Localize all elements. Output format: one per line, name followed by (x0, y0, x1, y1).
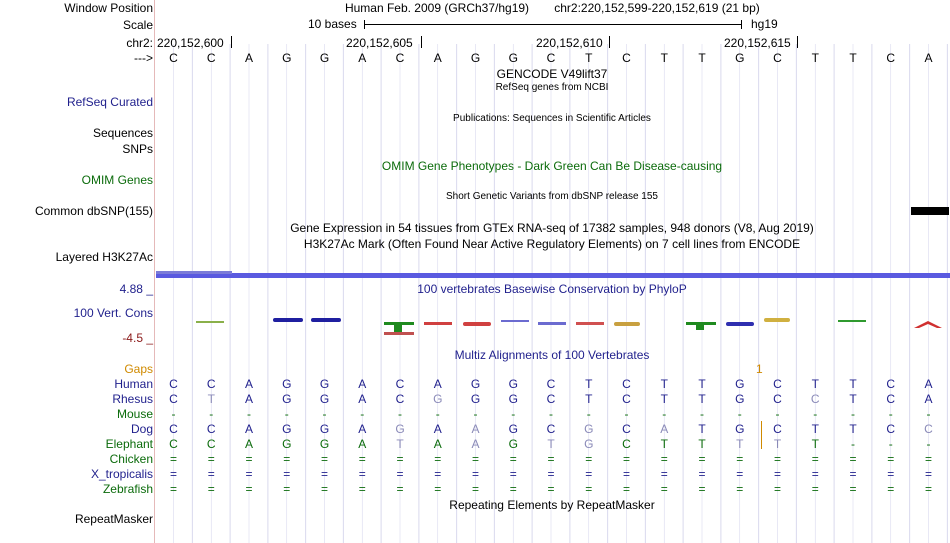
label-omim-genes[interactable]: OMIM Genes (81, 173, 153, 187)
alignment-base: = (207, 452, 215, 466)
alignment-base: - (926, 437, 931, 451)
label-cons-min: -4.5 _ (122, 331, 153, 345)
alignment-base: = (622, 467, 631, 481)
alignment-base: = (207, 482, 215, 496)
label-gaps[interactable]: Gaps (124, 362, 153, 376)
label-sequences[interactable]: Sequences (92, 126, 153, 140)
alignment-base: C (169, 422, 178, 436)
alignment-base: = (320, 467, 329, 481)
label-layered-h3k27ac[interactable]: Layered H3K27Ac (55, 250, 153, 264)
alignment-base: C (886, 422, 896, 436)
alignment-base: = (887, 467, 895, 481)
scale-text: 10 bases (308, 17, 357, 31)
alignment-base: T (849, 392, 857, 406)
alignment-base: A (471, 437, 480, 451)
alignment-base: = (396, 467, 404, 481)
alignment-base: A (358, 392, 367, 406)
alignment-base: - (209, 407, 214, 421)
alignment-base: = (849, 452, 857, 466)
alignment-base: A (244, 377, 254, 391)
alignment-base: T (849, 422, 857, 436)
alignment-base: G (395, 422, 405, 436)
alignment-base: = (283, 482, 291, 496)
position-label: 220,152,615 (724, 36, 791, 50)
alignment-base: = (358, 467, 366, 481)
alignment-base: A (358, 377, 367, 391)
alignment-base: - (171, 407, 176, 421)
alignment-base: G (508, 392, 518, 406)
alignment-base: = (811, 467, 819, 481)
alignment-base: T (396, 437, 404, 451)
alignment-base: A (433, 422, 442, 436)
alignment-base: = (509, 467, 517, 481)
alignment-base: = (396, 482, 404, 496)
reference-base: G (319, 51, 330, 65)
scale-db: hg19 (751, 17, 778, 31)
species-label[interactable]: Dog (130, 422, 153, 436)
alignment-base: C (886, 392, 896, 406)
alignment-base: - (888, 437, 893, 451)
alignment-base: = (358, 482, 366, 496)
label-repeatmasker[interactable]: RepeatMasker (74, 512, 153, 526)
elephant-insertion-marker (761, 421, 762, 449)
label-chrom: chr2: (126, 36, 153, 50)
alignment-base: T (698, 422, 706, 436)
species-label[interactable]: Rhesus (112, 392, 153, 406)
position-tick (231, 36, 232, 48)
alignment-base: = (245, 452, 253, 466)
alignment-base: = (887, 482, 895, 496)
alignment-base: G (508, 437, 518, 451)
phylop-mark (384, 322, 414, 325)
alignment-base: = (811, 452, 819, 466)
alignment-base: T (773, 437, 782, 451)
alignment-base: = (434, 467, 442, 481)
alignment-base: T (736, 437, 744, 451)
alignment-base: = (471, 452, 480, 466)
alignment-base: A (244, 437, 254, 451)
phylop-mark (501, 320, 529, 322)
alignment-base: = (773, 452, 782, 466)
reference-base: C (169, 51, 178, 65)
alignment-base: G (735, 377, 745, 391)
alignment-base: = (811, 482, 819, 496)
alignment-base: - (398, 407, 402, 421)
phylop-mark (614, 322, 640, 326)
alignment-base: A (358, 437, 367, 451)
reference-base: T (849, 51, 857, 65)
alignment-base: = (434, 482, 442, 496)
phylop-mark (424, 322, 452, 325)
alignment-base: A (433, 437, 442, 451)
alignment-base: - (813, 407, 818, 421)
alignment-base: = (736, 467, 744, 481)
label-refseq-curated[interactable]: RefSeq Curated (66, 95, 153, 109)
alignment-base: G (584, 422, 594, 436)
alignment-base: - (284, 407, 289, 421)
alignment-base: - (473, 407, 478, 421)
species-label[interactable]: Human (114, 377, 153, 391)
phylop-mark (538, 322, 566, 325)
alignment-base: C (395, 392, 405, 406)
position-label: 220,152,610 (536, 36, 603, 50)
reference-base: G (735, 51, 745, 65)
alignment-base: - (851, 407, 855, 421)
track-title-repeatmasker[interactable]: Repeating Elements by RepeatMasker (449, 498, 655, 512)
alignment-base: - (851, 437, 855, 451)
phylop-mark (384, 332, 414, 335)
reference-base: G (282, 51, 292, 65)
alignment-base: = (924, 467, 933, 481)
alignment-base: G (319, 422, 330, 436)
reference-base: C (206, 51, 216, 65)
alignment-base: C (622, 377, 631, 391)
species-label[interactable]: Elephant (105, 437, 153, 451)
reference-base: C (773, 51, 782, 65)
alignment-base: T (585, 377, 593, 391)
alignment-base: = (585, 467, 593, 481)
reference-base: A (358, 51, 367, 65)
phylop-mark (311, 318, 341, 322)
alignment-base: = (547, 482, 555, 496)
label-scale: Scale (122, 18, 153, 32)
alignment-base: = (471, 467, 480, 481)
reference-base: T (698, 51, 706, 65)
alignment-base: - (511, 407, 516, 421)
reference-base: A (244, 51, 254, 65)
alignment-base: = (849, 482, 857, 496)
alignment-base: C (886, 377, 896, 391)
alignment-base: T (698, 377, 706, 391)
alignment-base: - (926, 407, 931, 421)
alignment-base: = (660, 482, 668, 496)
phylop-mark (764, 318, 790, 322)
alignment-base: G (319, 437, 330, 451)
alignment-base: = (773, 482, 782, 496)
alignment-base: = (320, 482, 329, 496)
alignment-base: G (319, 392, 330, 406)
track-title-refseq[interactable]: RefSeq genes from NCBI (495, 82, 609, 93)
alignment-base: = (245, 482, 253, 496)
position-label: 220,152,605 (346, 36, 413, 50)
alignment-base: - (586, 407, 591, 421)
alignment-base: = (585, 452, 593, 466)
track-title-h3k27ac[interactable]: H3K27Ac Mark (Often Found Near Active Regulatory Elements) on 7 cell lines from ENCODE (303, 237, 801, 251)
alignment-base: G (508, 422, 518, 436)
alignment-base: = (358, 452, 366, 466)
alignment-base: C (395, 377, 405, 391)
phylop-logo (156, 312, 950, 336)
alignment-base: = (736, 452, 744, 466)
alignment-base: = (660, 467, 668, 481)
reference-base: T (585, 51, 593, 65)
reference-base: C (546, 51, 556, 65)
alignment-base: C (773, 377, 782, 391)
label-window-position: Window Position (64, 1, 153, 15)
alignment-base: = (924, 452, 933, 466)
alignment-base: C (546, 392, 556, 406)
alignment-base: = (509, 482, 517, 496)
alignment-base: = (849, 467, 857, 481)
alignment-base: C (206, 437, 216, 451)
position-tick (609, 36, 610, 48)
scale-bar-line (364, 24, 741, 25)
alignment-base: = (698, 467, 706, 481)
alignment-base: C (169, 392, 178, 406)
alignment-base: G (508, 377, 518, 391)
alignment-base: = (887, 452, 895, 466)
alignment-base: - (700, 407, 704, 421)
alignment-base: = (509, 452, 517, 466)
alignment-base: = (660, 452, 668, 466)
alignment-base: C (206, 377, 216, 391)
phylop-mark (394, 325, 402, 332)
alignment-base: G (584, 437, 594, 451)
reference-base: T (660, 51, 668, 65)
alignment-base: = (547, 467, 555, 481)
assembly-title: Human Feb. 2009 (GRCh37/hg19) (344, 1, 530, 15)
alignment-base: T (849, 377, 857, 391)
alignment-base: = (245, 467, 253, 481)
dbsnp-variant-bar[interactable] (911, 207, 949, 215)
alignment-base: C (206, 422, 216, 436)
species-label[interactable]: Mouse (116, 407, 153, 421)
alignment-base: - (247, 407, 251, 421)
alignment-base: C (622, 392, 631, 406)
position-label: 220,152,600 (157, 36, 224, 50)
alignment-base: G (282, 377, 292, 391)
gap-marker[interactable]: 1 (756, 362, 763, 376)
alignment-base: T (547, 437, 555, 451)
alignment-base: G (282, 437, 292, 451)
alignment-base: A (924, 377, 933, 391)
reference-base: C (886, 51, 896, 65)
alignment-base: G (470, 377, 481, 391)
label-common-dbsnp[interactable]: Common dbSNP(155) (34, 204, 153, 218)
phylop-mark (196, 321, 224, 323)
alignment-base: C (810, 392, 820, 406)
alignment-base: G (735, 392, 745, 406)
alignment-base: C (169, 437, 178, 451)
alignment-base: G (470, 392, 481, 406)
position-tick (797, 36, 798, 48)
alignment-base: C (622, 437, 631, 451)
alignment-base: = (773, 467, 782, 481)
track-title-publications[interactable]: Publications: Sequences in Scientific Articles (453, 113, 651, 124)
alignment-base: - (549, 407, 553, 421)
alignment-base: = (471, 482, 480, 496)
alignment-base: = (169, 482, 178, 496)
species-label[interactable]: Chicken (109, 452, 153, 466)
alignment-base: - (360, 407, 365, 421)
alignment-base: = (736, 482, 744, 496)
track-title-omim[interactable]: OMIM Gene Phenotypes - Dark Green Can Be Disease-causing (381, 159, 723, 173)
alignment-base: - (662, 407, 667, 421)
phylop-mark (914, 321, 942, 328)
alignment-base: C (773, 422, 782, 436)
alignment-base: G (282, 422, 292, 436)
alignment-base: T (660, 392, 668, 406)
alignment-base: = (698, 452, 706, 466)
alignment-base: T (698, 392, 706, 406)
alignment-base: G (282, 392, 292, 406)
alignment-base: G (319, 377, 330, 391)
alignment-base: = (207, 467, 215, 481)
track-label-divider (154, 0, 155, 543)
alignment-base: G (735, 422, 745, 436)
phylop-mark (696, 325, 704, 330)
alignment-base: A (471, 422, 480, 436)
reference-base: C (395, 51, 405, 65)
phylop-mark (726, 322, 754, 326)
alignment-base: C (924, 422, 933, 436)
alignment-base: = (396, 452, 404, 466)
alignment-base: T (660, 377, 668, 391)
alignment-base: = (622, 452, 631, 466)
label-snps[interactable]: SNPs (122, 142, 153, 156)
alignment-base: T (811, 422, 819, 436)
alignment-base: A (433, 377, 442, 391)
track-title-dbsnp[interactable]: Short Genetic Variants from dbSNP release 155 (446, 191, 658, 202)
alignment-base: = (434, 452, 442, 466)
phylop-mark (463, 322, 491, 326)
reference-base: G (470, 51, 481, 65)
h3k27ac-signal-highlight (156, 271, 232, 274)
alignment-base: - (775, 407, 780, 421)
alignment-base: T (811, 377, 819, 391)
alignment-base: - (737, 407, 742, 421)
label-100-vert-cons[interactable]: 100 Vert. Cons (73, 306, 153, 320)
reference-base: A (924, 51, 933, 65)
track-title-gtex[interactable]: Gene Expression in 54 tissues from GTEx RNA-seq of 17382 samples, 948 donors (V8, Aug 2019) (290, 221, 814, 235)
alignment-base: T (207, 392, 215, 406)
alignment-base: C (169, 377, 178, 391)
h3k27ac-signal-bar[interactable] (156, 273, 950, 278)
alignment-base: = (283, 467, 291, 481)
alignment-base: = (169, 467, 178, 481)
alignment-base: C (773, 392, 782, 406)
track-title-gencode[interactable]: GENCODE V49lift37 (496, 67, 608, 81)
label-cons-max: 4.88 _ (119, 282, 153, 296)
track-title-phylop[interactable]: 100 vertebrates Basewise Conservation by PhyloP (417, 282, 687, 296)
phylop-mark (838, 320, 866, 322)
alignment-base: C (622, 422, 631, 436)
reference-base: G (508, 51, 518, 65)
alignment-base: A (660, 422, 669, 436)
alignment-base: C (546, 422, 556, 436)
reference-base: T (811, 51, 819, 65)
alignment-base: A (244, 392, 254, 406)
alignment-base: - (624, 407, 629, 421)
alignment-base: - (888, 407, 893, 421)
alignment-base: A (244, 422, 254, 436)
alignment-base: = (924, 482, 933, 496)
alignment-base: T (660, 437, 668, 451)
alignment-base: G (433, 392, 443, 406)
alignment-base: - (322, 407, 327, 421)
alignment-base: - (435, 407, 440, 421)
region-position: chr2:220,152,599-220,152,619 (21 bp) (554, 1, 760, 15)
alignment-base: T (811, 437, 819, 451)
alignment-base: A (924, 392, 933, 406)
alignment-base: C (546, 377, 556, 391)
reference-base: C (622, 51, 631, 65)
alignment-base: = (622, 482, 631, 496)
scale-bar-start-cap (364, 20, 365, 29)
alignment-base: T (698, 437, 706, 451)
alignment-base: = (283, 452, 291, 466)
phylop-mark (686, 322, 716, 325)
track-title-multiz[interactable]: Multiz Alignments of 100 Vertebrates (454, 348, 650, 362)
phylop-mark (576, 322, 604, 325)
alignment-base: A (358, 422, 367, 436)
alignment-base: = (698, 482, 706, 496)
label-strand-arrow[interactable]: ---> (134, 51, 153, 65)
alignment-base: = (547, 452, 555, 466)
species-label[interactable]: Zebrafish (102, 482, 153, 496)
phylop-mark (273, 318, 303, 322)
species-label[interactable]: X_tropicalis (90, 467, 153, 481)
alignment-base: = (169, 452, 178, 466)
alignment-base: T (585, 392, 593, 406)
scale-bar-end-cap (741, 20, 742, 29)
reference-base: A (433, 51, 442, 65)
alignment-base: = (585, 482, 593, 496)
alignment-base: = (320, 452, 329, 466)
position-tick (421, 36, 422, 48)
